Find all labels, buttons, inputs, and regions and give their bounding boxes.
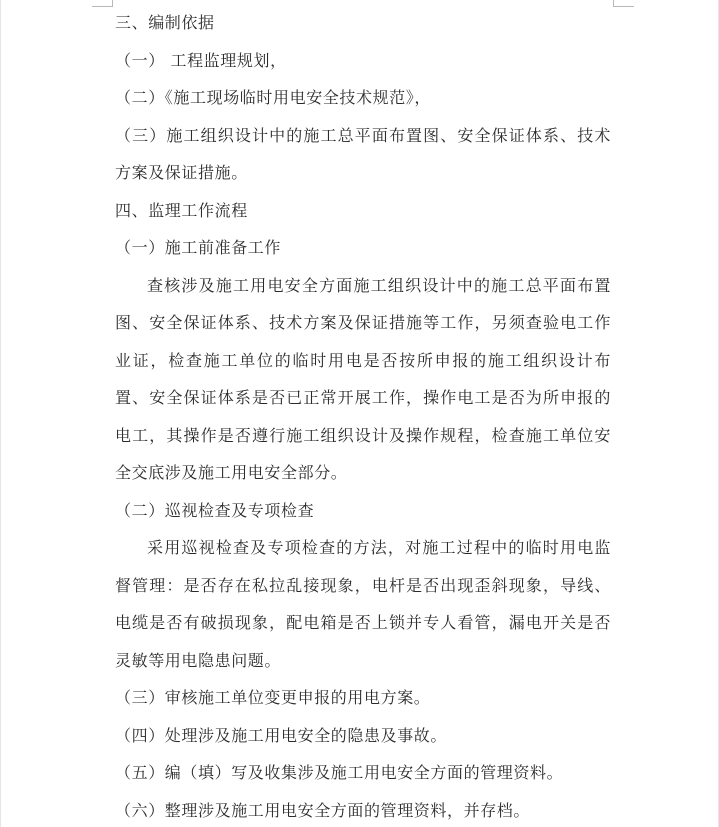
basis-item-1: （一） 工程监理规划， [115,50,287,70]
section-heading-basis: 三、编制依据 [115,13,215,32]
basis-item-3: （三）施工组织设计中的施工总平面布置图、安全保证体系、技术方案及保证措施。 [115,125,611,182]
section-heading-flow: 四、监理工作流程 [115,200,248,220]
document-body [115,4,611,827]
subsection-archive-records: （六）整理涉及施工用电安全方面的管理资料，并存档。 [115,800,531,820]
subsection-title-preparation: （一）施工前准备工作 [115,238,282,257]
subsection-title-inspection: （二）巡视检查及专项检查 [115,500,315,520]
page-corner-mark-right [613,0,634,7]
page-corner-mark-left [92,0,113,7]
basis-item-2: （二）《施工现场临时用电安全技术规范》， [115,88,432,107]
subsection-body-inspection: 采用巡视检查及专项检查的方法，对施工过程中的临时用电监督管理：是否存在私拉乱接现象，电杆是否出现歪斜现象，导线、电缆是否有破损现象，配电箱是否上锁并专人看管，漏电开关是否灵敏等用电隐患问题。 [115,538,611,670]
subsection-review-plan: （三）审核施工单位变更申报的用电方案。 [115,688,431,707]
subsection-body-preparation: 查核涉及施工用电安全方面施工组织设计中的施工总平面布置图、安全保证体系、技术方案及保证措施等工作，另须查验电工作业证，检查施工单位的临时用电是否按所申报的施工组织设计布置、安全保证体系是否已正常开展工作，操作电工是否为所申报的电工，其操作是否遵行施工组织设计及操作规程，检查施工单位安全交底涉及施工用电安全部分。 [115,275,611,482]
subsection-compile-records: （五）编（填）写及收集涉及施工用电安全方面的管理资料。 [115,763,564,782]
subsection-handle-hazards: （四）处理涉及施工用电安全的隐患及事故。 [115,725,448,745]
